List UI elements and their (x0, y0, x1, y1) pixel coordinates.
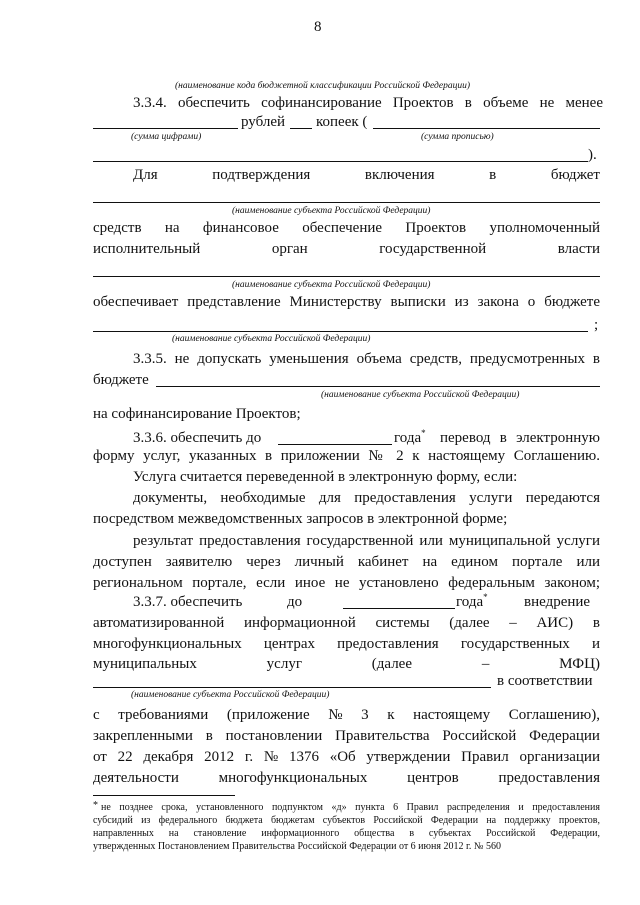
confirm-line2 (93, 219, 600, 237)
word: центрах (263, 636, 316, 652)
caption-subject-5: (наименование субъекта Российской Федерации) (131, 690, 330, 700)
word: уполномоченный (489, 220, 600, 236)
caption-subject-1: (наименование субъекта Российской Федерации) (232, 206, 431, 216)
word: Для (133, 167, 158, 183)
word: (далее (371, 656, 412, 672)
service-result-line3: региональном портале, если иное не установлено федеральным законом; (93, 575, 600, 591)
clause-335-line2: бюджете (93, 372, 149, 388)
word: подтверждения (212, 167, 311, 183)
word: многофункциональных (93, 636, 242, 652)
service-result-line2: доступен заявителю через личный кабинет на едином портале или (93, 554, 600, 570)
clause-337-d: внедрение (524, 594, 591, 610)
service-docs-line2: посредством межведомственных запросов в электронной форме; (93, 511, 508, 527)
word: Российской (442, 728, 517, 744)
service-docs-line1: документы, необходимые для предоставления услуги передаются (133, 490, 600, 506)
blank-date-336 (278, 444, 392, 445)
blank-date-337 (343, 608, 455, 609)
word: «Об (329, 749, 356, 765)
word: и (591, 636, 600, 652)
word: организации (519, 749, 600, 765)
confirm-line3 (93, 240, 600, 258)
footnote-line3: направленных на становление информационного общества в субъектах Российской Федерации, (93, 828, 600, 839)
blank-subject-2 (93, 276, 600, 277)
word: 3 (361, 707, 369, 723)
word: на (164, 220, 180, 236)
word: 22 (117, 749, 133, 765)
word: включения (364, 167, 435, 183)
clause-337-line3 (93, 635, 600, 653)
caption-subject-3: (наименование субъекта Российской Федерации) (172, 334, 371, 344)
word: в (592, 615, 600, 631)
clause-337-accord: в соответствии (497, 673, 593, 689)
footnote-line4: утвержденных Постановлением Правительства Российской Федерации от 6 июня 2012 г. № 560 (93, 841, 501, 852)
clause-337-b: до (287, 594, 303, 610)
blank-subject-1 (93, 202, 600, 203)
word: закрепленными (93, 728, 193, 744)
closing-paren: ). (588, 147, 597, 163)
word: бюджет (550, 167, 600, 183)
footnote-line1: не позднее срока, установленного подпунктом «д» пункта 6 Правил распределения и предоставления (101, 802, 600, 813)
word: к (387, 707, 395, 723)
service-line1: Услуга считается переведенной в электронную форму, если: (133, 469, 518, 485)
clause-336-line2: форму услуг, указанных в приложении № 2 к настоящему Соглашению. (93, 448, 600, 464)
word: постановлении (225, 728, 323, 744)
word: (приложение (226, 707, 310, 723)
footnote-separator (93, 795, 235, 796)
caption-sum-digits: (сумма цифрами) (131, 132, 202, 142)
word: от (93, 749, 107, 765)
footnote-star: * (93, 800, 98, 811)
word: орган (271, 241, 308, 257)
word: настоящему (413, 707, 491, 723)
label-rubles: рублей (241, 114, 286, 130)
word: системы (375, 615, 430, 631)
clause-337-c: года* (456, 592, 488, 610)
word: автоматизированной (93, 615, 225, 631)
label-kopecks: копеек ( (316, 114, 368, 130)
word: – (509, 615, 517, 631)
word: (далее (449, 615, 490, 631)
caption-sum-words: (сумма прописью) (421, 132, 494, 142)
clause-337-line9 (93, 769, 600, 787)
blank-amount-words-cont (93, 161, 588, 162)
word: услуг (266, 656, 302, 672)
clause-337-a: 3.3.7. обеспечить (133, 594, 243, 610)
blank-amount-digits (93, 128, 238, 129)
confirm-line1 (133, 166, 600, 184)
word: 1376 (288, 749, 319, 765)
caption-subject-2: (наименование субъекта Российской Федерации) (232, 280, 431, 290)
word: власти (557, 241, 600, 257)
word: требованиями (118, 707, 209, 723)
word: предоставления (337, 636, 439, 652)
clause-334-line1: 3.3.4. обеспечить софинансирование Проектов в объеме не менее (133, 95, 603, 111)
word: АИС) (536, 615, 574, 631)
word: с (93, 707, 100, 723)
word: № (328, 707, 343, 723)
word: г. (244, 749, 254, 765)
caption-budget-code: (наименование кода бюджетной классификации Российской Федерации) (175, 81, 471, 91)
word: центров (407, 770, 459, 786)
word: декабря (143, 749, 194, 765)
clause-337-line7 (93, 727, 600, 745)
clause-337-line4 (93, 655, 600, 673)
word: муниципальных (93, 656, 197, 672)
word: № (263, 749, 279, 765)
word: информационной (243, 615, 356, 631)
word: Проектов (405, 220, 467, 236)
word: утверждении (366, 749, 451, 765)
word: деятельности (93, 770, 179, 786)
word: в (205, 728, 213, 744)
clause-336-c: перевод в электронную (440, 430, 600, 446)
blank-subject-3 (93, 331, 588, 332)
word: 2012 (204, 749, 235, 765)
confirm-line4: обеспечивает представление Министерству выписки из закона о бюджете (93, 294, 600, 310)
semicolon: ; (594, 317, 599, 333)
blank-amount-words (373, 128, 600, 129)
service-result-line1: результат предоставления государственной или муниципальной услуги (133, 533, 600, 549)
word: финансовое (202, 220, 279, 236)
word: средств (93, 220, 142, 236)
clause-336-a: 3.3.6. обеспечить до (133, 430, 262, 446)
word: многофункциональных (218, 770, 368, 786)
word: – (481, 656, 490, 672)
word: исполнительный (93, 241, 201, 257)
clause-335-line1: 3.3.5. не допускать уменьшения объема средств, предусмотренных в (133, 351, 600, 367)
clause-337-line6 (93, 706, 600, 724)
word: Правил (461, 749, 509, 765)
word: предоставления (498, 770, 600, 786)
clause-335-line3: на софинансирование Проектов; (93, 406, 301, 422)
word: обеспечение (302, 220, 383, 236)
page-number: 8 (314, 19, 322, 35)
word: в (489, 167, 497, 183)
caption-subject-4: (наименование субъекта Российской Федерации) (321, 390, 520, 400)
footnote-line2: субсидий из федерального бюджета бюджетам субъектов Российской Федерации на поддержку проектов, (93, 815, 600, 826)
word: Федерации (529, 728, 600, 744)
clause-337-line8 (93, 748, 600, 766)
word: Соглашению), (508, 707, 600, 723)
word: МФЦ) (559, 656, 600, 672)
clause-336-b: года* (394, 428, 426, 446)
word: государственной (379, 241, 487, 257)
clause-337-line2 (93, 614, 600, 632)
word: Правительства (335, 728, 430, 744)
blank-kopecks (290, 128, 312, 129)
blank-subject-4 (156, 386, 600, 387)
word: государственных (460, 636, 570, 652)
blank-subject-5 (93, 687, 491, 688)
